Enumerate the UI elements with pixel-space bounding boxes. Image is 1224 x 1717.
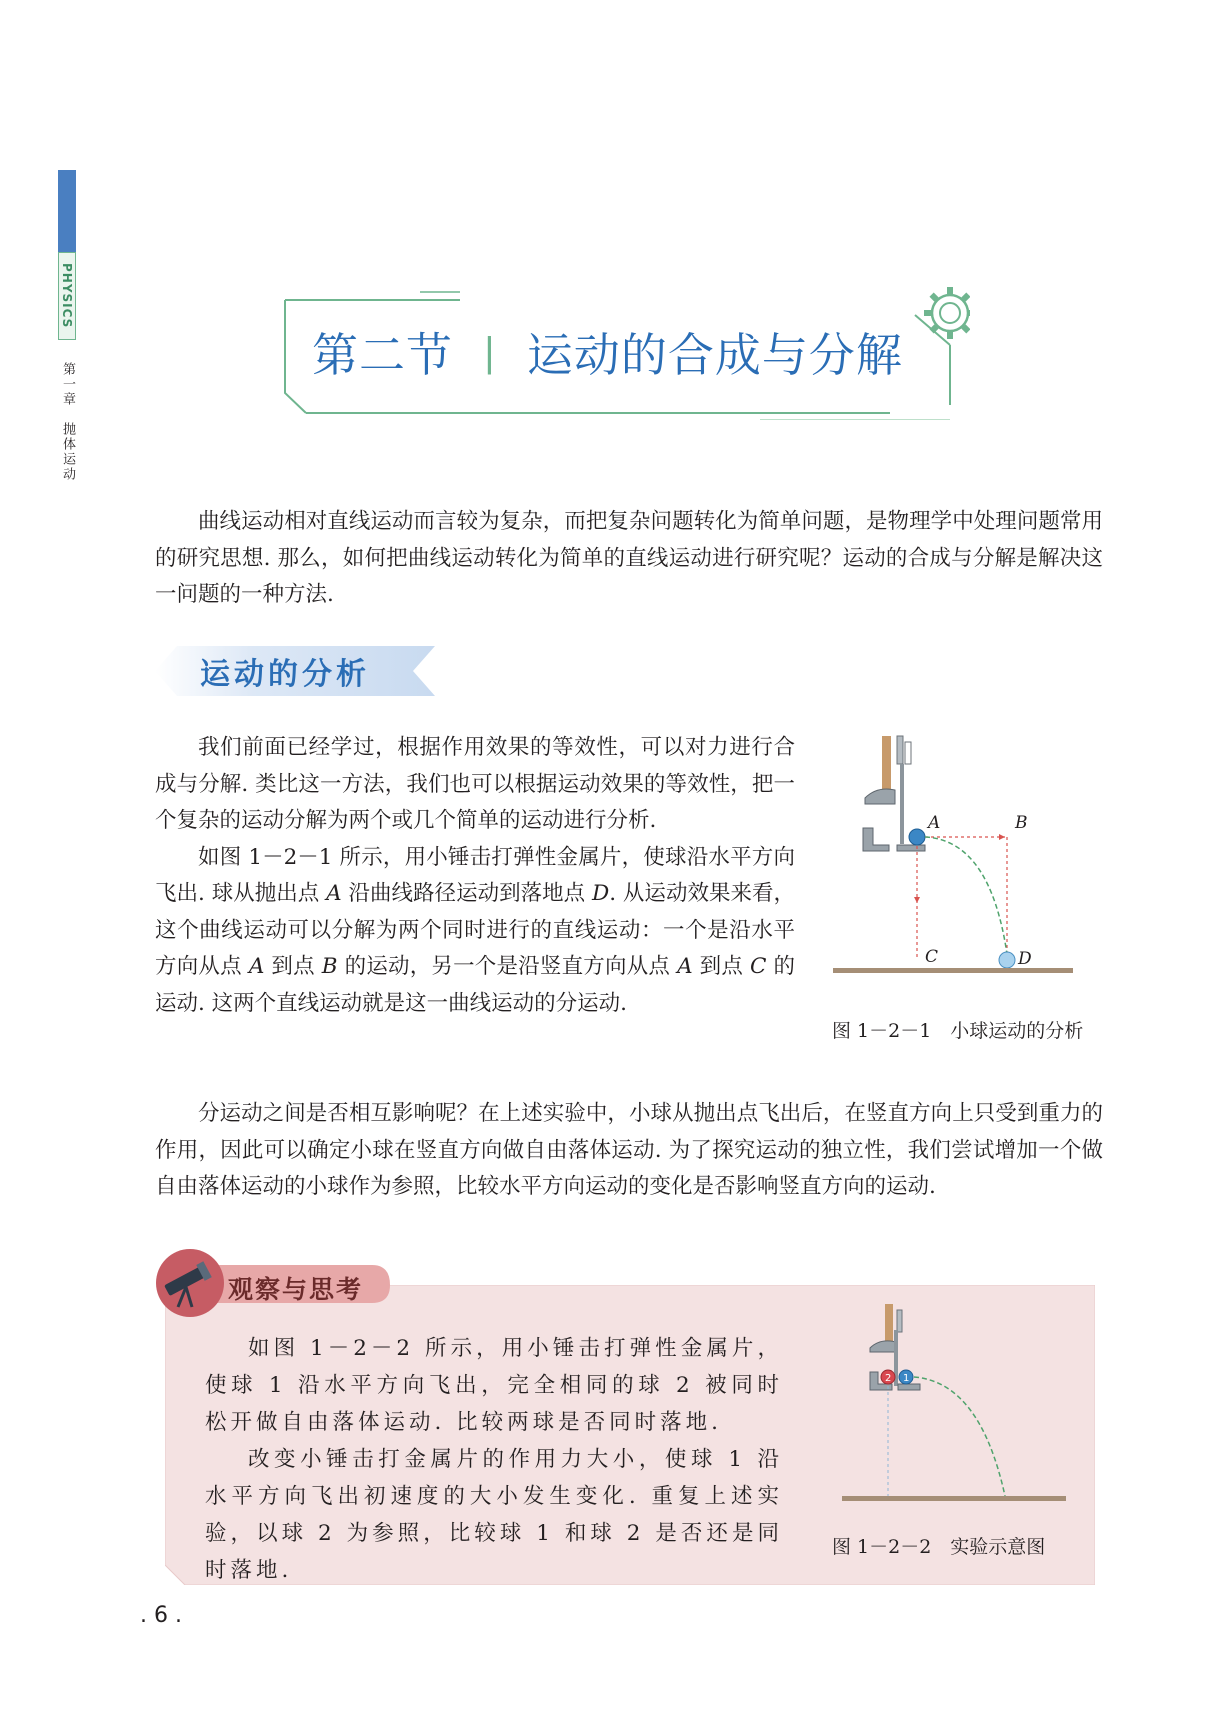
analysis-paragraphs [155, 730, 795, 1022]
hammer-head [865, 789, 895, 804]
label-c: C [925, 947, 939, 967]
figure-1-caption: 图 1－2－1 小球运动的分析 [832, 1020, 1084, 1042]
observation-paragraph-2: 改变小锤击打金属片的作用力大小，使球 1 沿水平方向飞出初速度的大小发生变化. 重复上述实验，以球 2 为参照，比较球 1 和球 2 是否还是同时落地. [205, 1447, 783, 1583]
hammer-handle [882, 736, 891, 792]
page-number: . 6 . [140, 1603, 182, 1628]
title-separator: | [483, 330, 497, 374]
section-number: 第二节 [312, 328, 453, 382]
figure-2-caption: 图 1－2－2 实验示意图 [832, 1536, 1046, 1558]
hammer-head [870, 1341, 896, 1352]
ground [833, 968, 1073, 973]
observation-paragraph-1: 如图 1－2－2 所示，用小锤击打弹性金属片，使球 1 沿水平方向飞出，完全相同的球 2 被同时松开做自由落体运动. 比较两球是否同时落地. [205, 1336, 783, 1435]
metal-strip [900, 764, 904, 844]
figure-2-diagram [840, 1300, 1070, 1515]
ball-2-label: 2 [885, 1373, 892, 1384]
intro-text: 曲线运动相对直线运动而言较为复杂，而把复杂问题转化为简单问题，是物理学中处理问题常用的研究思想. 那么，如何把曲线运动转化为简单的直线运动进行研究呢？运动的合成与分解是解决这一问题的一种方法. [155, 509, 1103, 607]
paragraph-3-block [155, 1096, 1103, 1206]
label-d: D [1018, 949, 1032, 969]
intro-paragraph [155, 504, 1103, 614]
ball-a [909, 829, 925, 845]
gear-icon [924, 287, 970, 339]
side-color-bar [58, 170, 76, 252]
section-name: 运动的合成与分解 [526, 328, 903, 382]
paragraph-2: 如图 1－2－1 所示，用小锤击打弹性金属片，使球沿水平方向飞出. 球从抛出点 A 沿曲线路径运动到落地点 D. 从运动效果来看，这个曲线运动可以分解为两个同时进行的直线运动：一个是沿水平方向从点 A 到点 B 的运动，另一个是沿竖直方向从点 A 到点 C 的运动. 这两个直线运动就是这一曲线运动的分运动. [155, 844, 796, 1016]
ball-d [999, 952, 1015, 968]
observation-title: 观察与思考 [228, 1275, 364, 1304]
section-title [312, 322, 903, 382]
side-physics-label: PHYSICS [58, 252, 76, 340]
label-a: A [928, 813, 941, 833]
paragraph-3: 分运动之间是否相互影响呢？在上述实验中，小球从抛出点飞出后，在竖直方向上只受到重力的作用，因此可以确定小球在竖直方向做自由落体运动. 为了探究运动的独立性，我们尝试增加一个做自由落体运动的小球作为参照，比较水平方向运动的变化是否影响竖直方向的运动. [155, 1101, 1103, 1199]
figure-1-diagram [825, 728, 1085, 998]
side-chapter-label: 第一章 抛体运动 [60, 362, 75, 482]
paragraph-1: 我们前面已经学过，根据作用效果的等效性，可以对力进行合成与分解. 类比这一方法，我们也可以根据运动效果的等效性，把一个复杂的运动分解为两个或几个简单的运动进行分析. [155, 735, 795, 833]
trajectory-curve [914, 1377, 1005, 1496]
hammer-handle [885, 1304, 893, 1344]
ground [842, 1496, 1066, 1501]
trajectory-curve [925, 837, 1007, 954]
ball-1-label: 1 [903, 1373, 910, 1384]
label-b: B [1015, 813, 1028, 833]
observation-text [205, 1330, 783, 1589]
section-heading: 运动的分析 [200, 657, 370, 692]
right-stand [898, 1384, 920, 1390]
left-stand [863, 828, 889, 851]
right-stand [897, 845, 925, 851]
